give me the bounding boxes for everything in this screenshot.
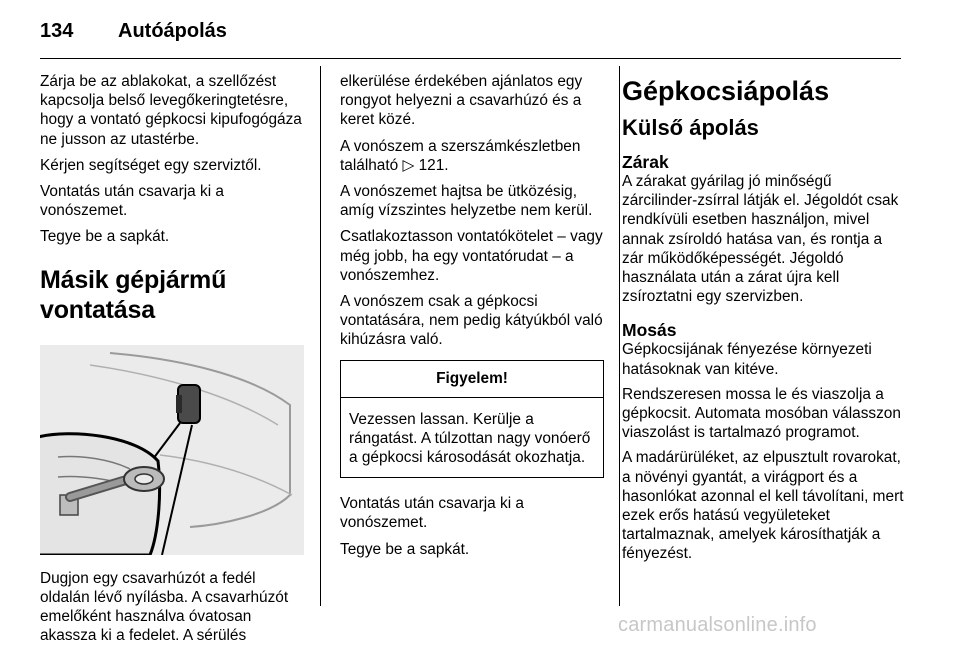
paragraph: Rendszeresen mossa le és viaszolja a gépkocsit. Automata mosóban válasszon viaszolást is tartalmazó programot. <box>622 385 901 442</box>
heading-washing: Mosás <box>622 320 677 341</box>
paragraph: A vonószemet hajtsa be ütközésig, amíg vízszintes helyzetbe nem kerül. <box>340 183 593 220</box>
paragraph-text: A vonószem a szerszámkészletben található <box>340 137 581 174</box>
column-right <box>622 72 906 570</box>
column-divider <box>320 66 321 606</box>
paragraph: Gépkocsijának fényezése környezeti hatásoknak van kitéve. <box>622 341 872 378</box>
paragraph: Tegye be a sapkát. <box>40 228 170 246</box>
heading-exterior-care: Külső ápolás <box>622 115 759 140</box>
paragraph: elkerülése érdekében ajánlatos egy rongyot helyezni a csavarhúzó és a keret közé. <box>340 73 583 129</box>
paragraph: A madárürüléket, az elpusztult rovarokat, a növényi gyantát, a virágport és a hasonlókat azonnal el kell távolítani, mert ezek erős hatású vegyületeket tartalmaznak, amelyek károsíthatják a fényezést. <box>622 449 904 563</box>
heading-towing-other-vehicle: Másik gépjármű vontatása <box>40 265 227 324</box>
paragraph: Csatlakoztasson vontatókötelet – vagy még jobb, ha egy vontatórudat – a vonószemhez. <box>340 228 603 284</box>
header-rule <box>40 58 901 59</box>
heading-locks: Zárak <box>622 152 669 172</box>
triangle-reference-icon: ▷ <box>402 156 415 174</box>
paragraph: Vontatás után csavarja ki a vonószemet. <box>340 495 524 532</box>
towing-eye-illustration <box>40 345 304 555</box>
column-divider <box>619 66 620 606</box>
paragraph: Zárja be az ablakokat, a szellőzést kapcsolja belső levegőkeringtetésre, hogy a vontató gépkocsi kipufogógáza ne jusson az utastérbe. <box>40 73 302 148</box>
paragraph <box>340 137 604 175</box>
paragraph: Kérjen segítséget egy szerviztől. <box>40 156 262 174</box>
column-middle <box>340 72 604 566</box>
warning-title: Figyelem! <box>341 361 603 398</box>
paragraph: A vonószem csak a gépkocsi vontatására, nem pedig kátyúkból való kihúzásra való. <box>340 293 603 349</box>
paragraph: Vontatás után csavarja ki a vonószemet. <box>40 183 224 220</box>
paragraph: A zárakat gyárilag jó minőségű zárcilinder-zsírral látják el. Jégoldót csak rendkívüli esetben használjon, mivel annak zsíroldó hatása van, és rontja a zár működőképességét. Jégoldó használata után a zárat újra kell zsíroztatni egy szervizben. <box>622 173 899 306</box>
column-left <box>40 72 308 652</box>
section-title: Autóápolás <box>118 20 227 42</box>
heading-vehicle-care: Gépkocsiápolás <box>622 76 830 106</box>
watermark: carmanualsonline.info <box>618 614 817 636</box>
paragraph: Dugjon egy csavarhúzót a fedél oldalán lévő nyílásba. A csavarhúzót emelőként használva óvatosan akassza ki a fedelet. A sérülés <box>40 569 289 645</box>
page-reference: 121. <box>418 156 449 174</box>
warning-body: Vezessen lassan. Kerülje a rángatást. A túlzottan nagy vonóerő a gépkocsi károsodását okozhatja. <box>349 410 591 467</box>
page-number: 134 <box>40 20 74 42</box>
page-header <box>40 14 920 54</box>
paragraph: Tegye be a sapkát. <box>340 540 470 558</box>
warning-box <box>340 360 604 479</box>
